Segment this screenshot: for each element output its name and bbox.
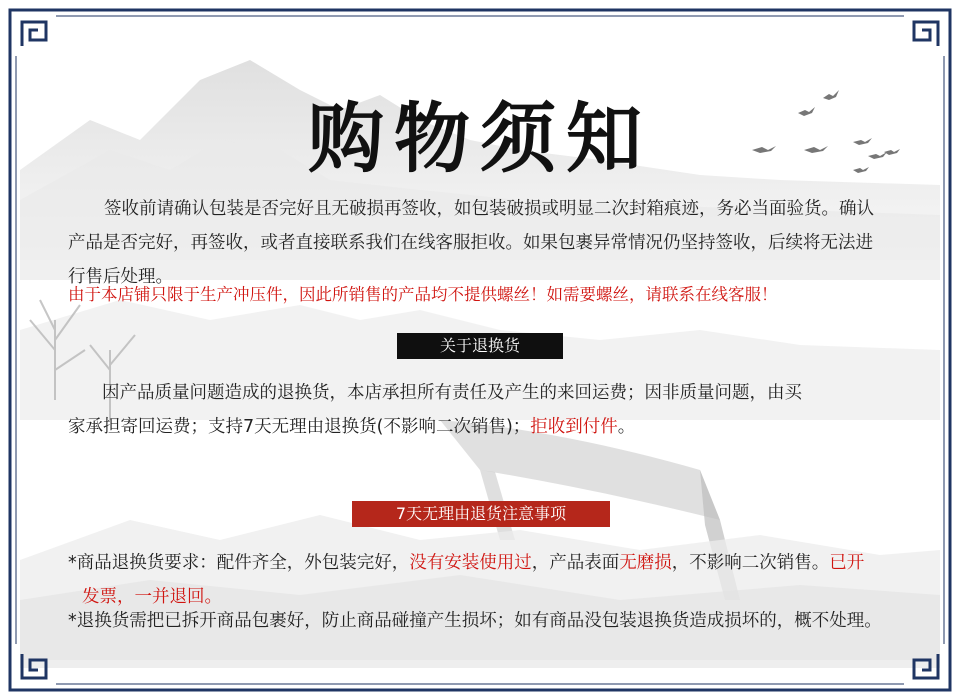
returns-policy xyxy=(68,376,904,444)
page-title: 购物须知 xyxy=(308,94,652,183)
no-screws-warning: 由于本店铺只限于生产冲压件，因此所销售的产品均不提供螺丝！如需要螺丝，请联系在线客服！ xyxy=(68,285,778,304)
returns-line-1: 因产品质量问题造成的退换货，本店承担所有责任及产生的来回运费；因非质量问题，由买 xyxy=(102,383,802,403)
requirement-invoice-text-b: 发票，一并退回。 xyxy=(82,587,222,607)
requirement-invoice-text-a: 已开 xyxy=(829,553,865,573)
signing-notice-line-1: 签收前请确认包装是否完好且无破损再签收，如包装破损或明显二次封箱痕迹，务必当面验货。确认 xyxy=(104,199,874,219)
signing-notice-line-3: 行售后处理。 xyxy=(68,267,173,287)
seven-day-return-badge: 7天无理由退货注意事项 xyxy=(352,501,610,527)
signing-notice xyxy=(68,192,904,294)
returns-line-2 xyxy=(68,410,904,444)
requirement-no-wear-text: 无磨损 xyxy=(619,553,672,573)
returns-line-2-text: 家承担寄回运费；支持7天无理由退换货(不影响二次销售)； xyxy=(68,417,531,437)
requirement-text-a: *商品退换货要求：配件齐全，外包装完好， xyxy=(68,553,410,573)
returns-line-2-end: 。 xyxy=(617,417,636,437)
requirement-text-b: ，产品表面 xyxy=(531,553,620,573)
returns-section-badge: 关于退换货 xyxy=(397,333,563,359)
return-requirements-line-1 xyxy=(68,546,908,580)
reject-cod-text: 拒收到付件 xyxy=(530,417,618,437)
requirement-unused-text: 没有安装使用过 xyxy=(409,553,532,573)
packaging-note: *退换货需把已拆开商品包裹好，防止商品碰撞产生损坏；如有商品没包装退换货造成损坏的，概不处理。 xyxy=(68,611,882,631)
signing-notice-line-2: 产品是否完好，再签收，或者直接联系我们在线客服拒收。如果包裹异常情况仍坚持签收，后续将无法进 xyxy=(68,233,873,253)
requirement-text-c: ，不影响二次销售。 xyxy=(671,553,830,573)
